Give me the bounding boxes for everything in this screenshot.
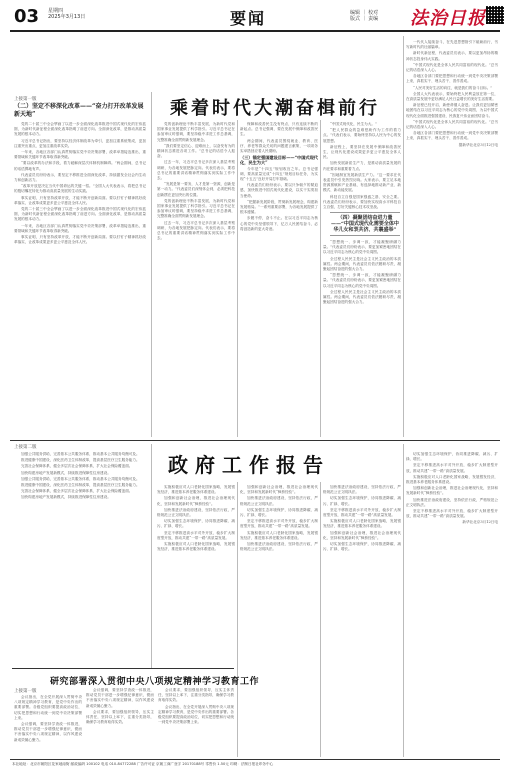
paragraph: 坚定不移推进高水平对外开放，稳步扩大制度型开放，推动共建“一带一路”高质量发展。 [240, 519, 318, 529]
paragraph: “中国式现代化是全体人民共同富裕的现代化。”总书记的话语深入人心。 [406, 119, 498, 130]
column-divider [151, 444, 152, 668]
bottom-article-rule [12, 668, 234, 669]
paragraph: 切实加强生态环境保护，协同推进降碳、减污、扩绿、增长。 [323, 542, 401, 552]
section-title: 要闻 [230, 9, 267, 28]
paragraph: 切实加强生态环境保护，协同推进降碳、减污、扩绿、增长。 [240, 507, 318, 518]
footer-imprint: 本社地址：北京市朝阳区花家地南街 邮政编码 100102 电话 010-84772288 广告许可证 京朝工商广登字 20170188号 零售价 1.50元 印刷：法制日报社印务中心 [12, 762, 274, 766]
paragraph: 加快发展新质生产力，是推动高质量发展的内在要求和重要着力点。 [323, 161, 401, 171]
paragraph: 一年来，各地区各部门认真贯彻落实党中央决策部署，改革举措接连推出，重要领域和关键环节改革取得新突破。 [14, 150, 146, 160]
main-article-title: 乘着时代大潮奋楫前行 [170, 98, 380, 119]
paragraph: 各地区各部门要把思想和行动统一到党中央决策部署上来，真抓实干、埋头苦干、善作善成。 [406, 131, 498, 141]
paragraph: 实施积极应对人口老龄化国家战略，发展银发经济，推进基本养老服务体系建设。 [240, 530, 318, 540]
editor-line-2: 版式 ｜ 责编 [350, 16, 379, 22]
boxed-subheading [330, 212, 400, 236]
paragraph: 党的创新理论不断丰富发展，为新时代党和国家事业发展提供了科学指引。习近平总书记在参加审议时强调，要坚持稳中求进工作总基调，完整准确全面贯彻新发展理念。 [157, 198, 235, 219]
bottom-article-headline: 研究部署深入贯彻中央八项规定精神学习教育工作 [50, 677, 260, 687]
paragraph: 完善社会保障体系，健全多层次社会保障体系，扩大社会保险覆盖面。 [21, 464, 133, 469]
paragraph: 科技自立自强是国家强盛之基、安全之要。代表委员们纷纷表示，要加快实现高水平科技自立自强，打好关键核心技术攻坚战。 [323, 194, 401, 210]
gov-report-title: 政府工作报告 [168, 453, 330, 477]
column-divider [237, 120, 238, 437]
paragraph: 加快推进法治政府建设，坚持依法行政，严格规范公正文明执法。 [406, 497, 498, 507]
section-rule [10, 440, 500, 441]
paragraph: 加强公共服务供给，完善基本公共服务体系，推动基本公共服务均衡可及。 [21, 476, 140, 481]
paragraph: 事实证明，只有坚持改革开放，才能不断开创新局面。要以钉钉子精神抓好改革落实，让改革成果更多更公平惠及全体人民。 [14, 235, 146, 245]
paragraph: 加快推进法治政府建设，坚持依法行政，严格规范公正文明执法。 [240, 542, 318, 552]
paragraph: 两会期间，代表委员围绕就业、教育、医疗、养老等群众关切的问题建言献策，一项项务实举措回应着人民期盼。 [240, 138, 318, 154]
paragraph: 实施积极应对人口老龄化国家战略，发展银发经济，推进基本养老服务体系建设。 [157, 485, 235, 495]
boxed-subheading-text: （四）凝聚团结奋进力量——“中国式现代化需要全体中华儿女和衷共济、共襄盛举” [331, 215, 399, 233]
column-divider [320, 120, 321, 437]
paragraph: “发展是第一要务，人才是第一资源，创新是第一动力。”代表委员们深刻体会到，必须把科技创新摆在更加突出的位置。 [157, 182, 235, 197]
paragraph: “思想统一、步调一致，才能凝聚磅礴力量。”代表委员们纷纷表示，要更加紧密地团结在以习近平同志为核心的党中央周围。 [323, 273, 401, 288]
page-number: 03 [14, 6, 40, 27]
paragraph: 代表委员们纷纷表示，要以只争朝夕的紧迫感，加快推进中国式现代化建设，以实干实绩担当使命。 [240, 183, 318, 198]
main-article-col-f [406, 40, 498, 437]
paragraph: “中国式现代化是全体人民共同富裕的现代化。”总书记的话语深入人心。 [406, 62, 498, 73]
paragraph: “把握新发展阶段，贯彻新发展理念，构建新发展格局。”一系列重要部署，为各地发展提供了根本遵循。 [240, 199, 318, 215]
paragraph: 实施积极应对人口老龄化国家战略，发展银发经济，推进基本养老服务体系建设。 [157, 542, 235, 552]
paragraph: 切实加强生态环境保护，协同推进降碳、减污、扩绿、增长。 [406, 452, 498, 462]
paragraph: 全过程人民民主是社会主义民主政治的本质属性。两会期间，代表委员们依法履职尽责，凝聚起团结奋进的强大合力。 [323, 256, 401, 272]
column-divider [320, 482, 321, 757]
gov-report-source: 新华社北京3月12日电 [462, 520, 498, 525]
paragraph: 一代代人接续奋斗，在先进思想指引下砥砺前行，书写新时代的壮丽篇章。 [406, 40, 498, 50]
paragraph: 一年来，各地区各部门认真贯彻落实党中央决策部署，改革举措接连推出，重要领域和关键环节改革取得新突破。 [14, 223, 146, 233]
paragraph: “中国式现代化，民生为大。” [330, 122, 377, 126]
paragraph: 过去一年，习近平总书记多次深入基层考察调研，为各地发展把脉定向。代表们表示，要将总书记的重要讲话精神贯彻落实到实际工作中去。 [157, 160, 235, 181]
paragraph: 实施积极应对人口老龄化国家战略，发展银发经济，推进基本养老服务体系建设。 [406, 474, 498, 485]
paragraph: 推进健康中国建设，深化医药卫生体制改革，提高基层医疗卫生服务能力。 [21, 458, 140, 463]
column-divider [403, 36, 404, 437]
paragraph: 完善社会保障体系，健全多层次社会保障体系，扩大社会保险覆盖面。 [21, 489, 133, 494]
paragraph: 党的二十届三中全会擘画了以进一步全面深化改革推进中国式现代化的宏伟蓝图，为新时代新征程全面深化改革指明了前进方向。全面深化改革，是推动高质量发展的根本动力。 [14, 207, 146, 222]
gov-report-left-col [14, 452, 146, 660]
paragraph: 坚定不移推进高水平对外开放，稳步扩大制度型开放，推动共建“一带一路”高质量发展。 [323, 507, 401, 518]
paragraph: 加快推进法治政府建设，坚持依法行政，严格规范公正文明执法。 [157, 507, 235, 518]
bottom-article-col-1 [14, 695, 82, 757]
paragraph: 会议指出，在全党开展深入贯彻中央八项规定精神学习教育，是党中央作出的重要部署。各级党组织要提高政治站位，切实把思想和行动统一到党中央决策部署上来。 [14, 695, 82, 720]
paragraph: 切实加强生态环境保护，协同推进降碳、减污、扩绿、增长。 [157, 519, 235, 529]
paragraph: 加强公共服务供给，完善基本公共服务体系，推动基本公共服务均衡可及。 [21, 452, 140, 456]
bottom-article-col-2 [86, 688, 154, 757]
paragraph: “把人民群众的急难愁盼作为工作的着力点。”代表们表示，要始终坚持以人民为中心的发展思想。 [323, 128, 401, 143]
header-rule [10, 30, 500, 32]
paragraph: 加快推进法治政府建设，坚持依法行政，严格规范公正文明执法。 [323, 485, 401, 495]
paragraph: 过去一年，习近平总书记多次深入基层考察调研，为各地发展把脉定向。代表们表示，要将总书记的重要讲话精神贯彻落实到实际工作中去。 [157, 220, 235, 241]
paragraph: 全过程人民民主是社会主义民主政治的本质属性。两会期间，代表委员们依法履职尽责，凝聚起团结奋进的强大合力。 [323, 289, 401, 305]
editor-credits [350, 10, 378, 22]
paragraph: 切实加强生态环境保护，协同推进降碳、减污、扩绿、增长。 [323, 496, 401, 506]
qr-code-icon [486, 6, 504, 24]
top-left-body [14, 122, 146, 434]
footer-rule [10, 759, 500, 760]
column-divider [403, 444, 404, 757]
paragraph: 坚定不移推进高水平对外开放，稳步扩大制度型开放，推动共建“一带一路”高质量发展。 [406, 463, 498, 473]
paragraph: “人民对美好生活的向往，就是我们的奋斗目标。” [413, 85, 493, 90]
paragraph: 会议要求，要加强组织领导，压实主体责任，坚持以上率下，注重分类指导，确保学习教育取得实效。 [86, 709, 154, 725]
top-left-continued-label: 上接第一版 [14, 97, 37, 102]
paragraph: 加快推进法治政府建设，坚持依法行政，严格规范公正文明执法。 [240, 496, 318, 506]
gov-report-col-2 [240, 485, 318, 755]
paragraph: “改革开放是决定当代中国命运的关键一招。”全国人大代表表示，将把总书记的殷切嘱托转化为推动高质量发展的生动实践。 [14, 184, 146, 194]
main-article-col-e [323, 240, 401, 437]
paragraph: 习近平总书记指出，要坚持以经济体制改革为牵引，更加注重系统集成，更加注重突出重点，更加注重改革实效。 [14, 138, 146, 148]
paragraph: “要以改革的办法和手段，着力破解深层次体制机制障碍。”两会期间，总书记的话语掷地有声。 [14, 161, 146, 171]
paragraph: 会议强调，要坚持学查改一体推进，推动党员干部进一步增强纪律意识，锲而不舍落实中央八项规定精神，以作风建设新成效凝心聚力。 [86, 688, 154, 708]
issue-date: 2025年3月13日 [48, 14, 86, 20]
paragraph: 代表委员们纷纷表示，要坚定不移推进全面深化改革，持续激发全社会内生动力和创新活力。 [14, 172, 146, 183]
bottom-article-continued-label: 上接第一版 [14, 689, 37, 694]
paragraph: “思想统一、步调一致，才能凝聚磅礴力量。”代表委员们纷纷表示，要更加紧密地团结在以习近平同志为核心的党中央周围。 [323, 240, 401, 255]
editor-line-1: 编辑 ｜ 校对 [350, 10, 379, 16]
gov-report-col-3 [323, 485, 401, 755]
paragraph: 加快构建房地产发展新模式，持续推进保障性住房建设。 [21, 470, 111, 475]
paragraph: 新征程上，要坚持在发展中保障和改善民生，让现代化建设成果更多更公平惠及全体人民。 [323, 144, 401, 160]
main-article-col-b [240, 122, 318, 437]
paragraph: 党的创新理论不断丰富发展，为新时代党和国家事业发展提供了科学指引。习近平总书记在参加审议时强调，要坚持稳中求进工作总基调，完整准确全面贯彻新发展理念。 [157, 122, 235, 142]
paragraph: “因地制宜发展新质生产力。”这一要求在代表委员中引发热烈反响。大家表示，要立足本地资源禀赋和产业基础，有选择地推动新产业、新模式、新动能发展。 [323, 172, 401, 193]
paragraph: 加强和创新社会治理，推进社会治理现代化，坚持和发展新时代“枫桥经验”。 [240, 485, 318, 495]
paragraph: 会议指出，在全党开展深入贯彻中央八项规定精神学习教育，是党中央作出的重要部署。各级党组织要提高政治站位，切实把思想和行动统一到党中央决策部署上来。 [158, 704, 234, 725]
paragraph: 会议要求，要加强组织领导，压实主体责任，坚持以上率下，注重分类指导，确保学习教育取得实效。 [158, 688, 234, 703]
paragraph: 坚定不移推进高水平对外开放，稳步扩大制度型开放，推动共建“一带一路”高质量发展。 [406, 509, 498, 519]
paragraph: “我们要坚定信心、迎难而上，以奋发有为的精神状态推进各项工作。”总书记的话语令人振奋。 [157, 143, 235, 159]
paragraph: 全国人大代表表示，要始终把人民利益放在第一位，在高质量发展中更好满足人民日益增长的美好生活需要。 [406, 91, 498, 102]
paragraph: 加强和创新社会治理，推进社会治理现代化，坚持和发展新时代“枫桥经验”。 [323, 530, 401, 540]
paragraph: 新征程已经开启，新使命催人奋进。让我们更加紧密地团结在以习近平同志为核心的党中央周围，为以中国式现代化全面推进强国建设、民族复兴伟业而团结奋斗。 [406, 103, 498, 118]
paragraph: 保障和改善民生没有终点，只有连续不断的新起点。总书记强调，要在发展中保障和改善民生。 [240, 122, 318, 137]
paragraph: 加强和创新社会治理，推进社会治理现代化，坚持和发展新时代“枫桥经验”。 [157, 496, 235, 506]
paragraph: 加快构建房地产发展新模式，持续推进保障性住房建设。 [21, 495, 111, 500]
paragraph: 事实证明，只有坚持改革开放，才能不断开创新局面。要以钉钉子精神抓好改革落实，让改革成果更多更公平惠及全体人民。 [14, 195, 146, 205]
issue-meta [48, 8, 85, 20]
paragraph: 步履不停，奋斗不止。在以习近平同志为核心的党中央坚强领导下，亿万人民团结奋斗，必将创造新的更大奇迹。 [240, 216, 318, 231]
subheading: （三）锚定强国建设目标——“中国式现代化，民生为大” [240, 155, 318, 166]
newspaper-logo: 法治日报 [410, 8, 486, 29]
paragraph: 推进健康中国建设，深化医药卫生体制改革，提高基层医疗卫生服务能力。 [21, 483, 140, 488]
paragraph: 今年是“十四五”规划收官之年。总书记强调，要高质量完成“十四五”规划目标任务，为实现“十五五”良好开局打牢基础。 [240, 166, 318, 182]
main-article-col-a [157, 122, 235, 437]
top-left-headline: （二）坚定不移深化改革——“奋力打开改革发展新天地” [14, 103, 144, 118]
paragraph: 加强和创新社会治理，推进社会治理现代化，坚持和发展新时代“枫桥经验”。 [406, 486, 498, 496]
column-divider [151, 92, 152, 437]
issue-weekday: 星期四 [48, 8, 64, 14]
paragraph: 坚定不移推进高水平对外开放，稳步扩大制度型开放，推动共建“一带一路”高质量发展。 [157, 530, 235, 540]
column-divider [237, 482, 238, 757]
paragraph: 会议强调，要坚持学查改一体推进，推动党员干部进一步增强纪律意识，锲而不舍落实中央八项规定精神，以作风建设新成效凝心聚力。 [14, 722, 82, 742]
paragraph: 党的二十届三中全会擘画了以进一步全面深化改革推进中国式现代化的宏伟蓝图，为新时代新征程全面深化改革指明了前进方向。全面深化改革，是推动高质量发展的根本动力。 [14, 122, 146, 137]
bottom-article-col-3 [158, 688, 234, 757]
gov-report-continued-label: 上接第二版 [14, 445, 37, 450]
paragraph: 实施积极应对人口老龄化国家战略，发展银发经济，推进基本养老服务体系建设。 [323, 519, 401, 529]
article-source: 据新华社北京3月12日电 [458, 142, 498, 147]
paragraph: 新时代新征程，代表委员们表示，要以更加昂扬的精神状态投身伟大实践。 [406, 51, 498, 61]
gov-report-col-4 [406, 452, 498, 755]
paragraph: 各地区各部门要把思想和行动统一到党中央决策部署上来，真抓实干、埋头苦干、善作善成。 [406, 74, 498, 84]
